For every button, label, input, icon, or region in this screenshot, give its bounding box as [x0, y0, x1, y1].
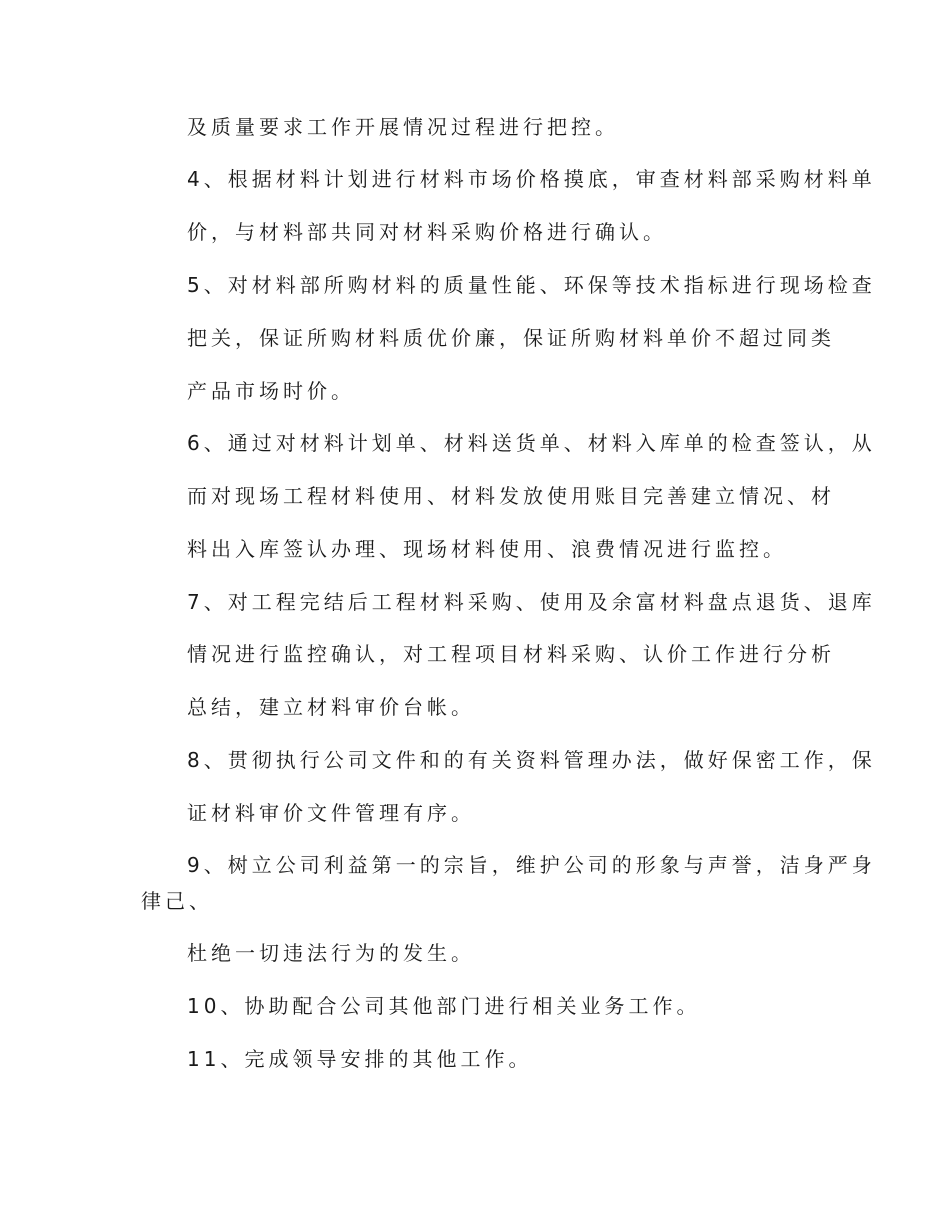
text-line: 产品市场时价。 [187, 379, 355, 403]
text-line: 11、完成领导安排的其他工作。 [187, 1047, 533, 1071]
text-line: 5、对材料部所购材料的质量性能、环保等技术指标进行现场检查 [187, 273, 876, 297]
text-line: 价，与材料部共同对材料采购价格进行确认。 [187, 220, 667, 244]
text-line: 料出入库签认办理、现场材料使用、浪费情况进行监控。 [187, 537, 787, 561]
text-line: 证材料审价文件管理有序。 [187, 801, 475, 825]
text-line: 10、协助配合公司其他部门进行相关业务工作。 [187, 994, 701, 1018]
text-line: 把关，保证所购材料质优价廉，保证所购材料单价不超过同类 [187, 326, 835, 350]
text-line: 6、通过对材料计划单、材料送货单、材料入库单的检查签认，从 [187, 431, 876, 455]
text-line: 而对现场工程材料使用、材料发放使用账目完善建立情况、材 [187, 484, 835, 508]
text-line: 4、根据材料计划进行材料市场价格摸底，审查材料部采购材料单 [187, 167, 876, 191]
text-line: 律己、 [141, 889, 213, 913]
text-line: 及质量要求工作开展情况过程进行把控。 [187, 115, 619, 139]
text-line: 9、树立公司利益第一的宗旨，维护公司的形象与声誉，洁身严身 [187, 853, 876, 877]
text-line: 杜绝一切违法行为的发生。 [187, 941, 475, 965]
text-line: 总结，建立材料审价台帐。 [187, 695, 475, 719]
text-line: 8、贯彻执行公司文件和的有关资料管理办法，做好保密工作，保 [187, 748, 876, 772]
text-line: 情况进行监控确认，对工程项目材料采购、认价工作进行分析 [187, 642, 835, 666]
text-line: 7、对工程完结后工程材料采购、使用及余富材料盘点退货、退库 [187, 590, 876, 614]
